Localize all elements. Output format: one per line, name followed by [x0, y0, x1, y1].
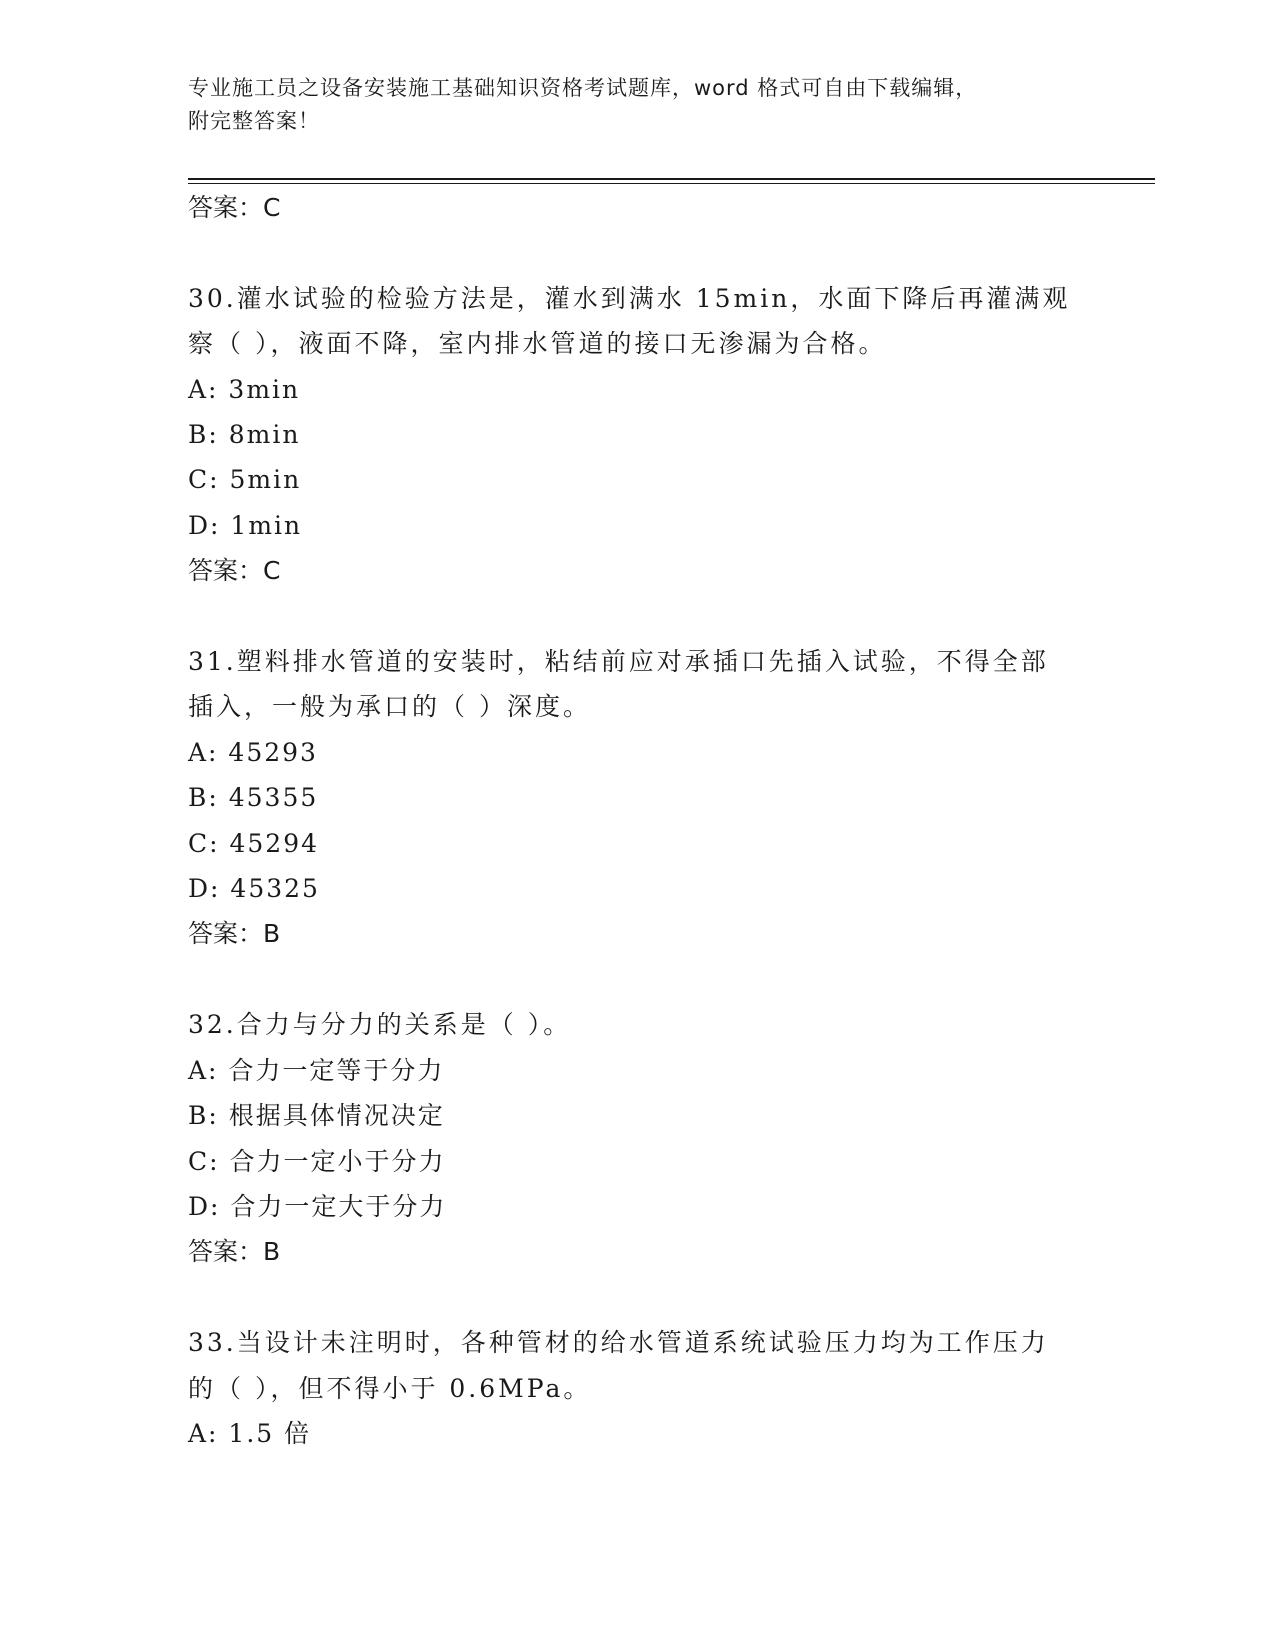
question-31-text-line-1: 31.塑料排水管道的安装时，粘结前应对承插口先插入试验，不得全部: [188, 647, 1049, 676]
question-31-answer: 答案：B: [188, 919, 281, 948]
previous-answer: 答案：C: [188, 193, 281, 222]
question-30-option-d: D: 1min: [188, 511, 303, 540]
question-31-option-c: C: 45294: [188, 829, 320, 858]
question-31-option-b: B: 45355: [188, 783, 319, 812]
question-30-option-a: A: 3min: [188, 375, 301, 404]
question-32-answer: 答案：B: [188, 1237, 281, 1266]
question-31-text-line-2: 插入，一般为承口的（ ）深度。: [188, 692, 591, 721]
question-30-option-b: B: 8min: [188, 420, 301, 449]
question-33-text-line-1: 33.当设计未注明时，各种管材的给水管道系统试验压力均为工作压力: [188, 1328, 1049, 1357]
question-32-option-b: B: 根据具体情况决定: [188, 1101, 445, 1130]
header-line-1: 专业施工员之设备安装施工基础知识资格考试题库，word 格式可自由下载编辑，: [188, 76, 978, 100]
question-32-option-d: D: 合力一定大于分力: [188, 1192, 447, 1221]
page-header: [188, 72, 1068, 138]
question-31-option-a: A: 45293: [188, 738, 318, 767]
question-30-answer: 答案：C: [188, 556, 281, 585]
question-30-text-line-2: 察（ ），液面不降，室内排水管道的接口无渗漏为合格。: [188, 329, 887, 358]
question-32-option-a: A: 合力一定等于分力: [188, 1056, 445, 1085]
header-divider-thin: [188, 183, 1155, 184]
header-line-2: 附完整答案！: [188, 109, 320, 133]
question-30-option-c: C: 5min: [188, 465, 302, 494]
question-33-option-a: A: 1.5 倍: [188, 1419, 312, 1448]
question-31-option-d: D: 45325: [188, 874, 320, 903]
header-divider-thick: [188, 178, 1155, 180]
question-30-text-line-1: 30.灌水试验的检验方法是，灌水到满水 15min，水面下降后再灌满观: [188, 284, 1071, 313]
question-32-option-c: C: 合力一定小于分力: [188, 1147, 446, 1176]
question-32-text-line-1: 32.合力与分力的关系是（ ）。: [188, 1010, 572, 1039]
question-33-text-line-2: 的（ ），但不得小于 0.6MPa。: [188, 1374, 592, 1403]
